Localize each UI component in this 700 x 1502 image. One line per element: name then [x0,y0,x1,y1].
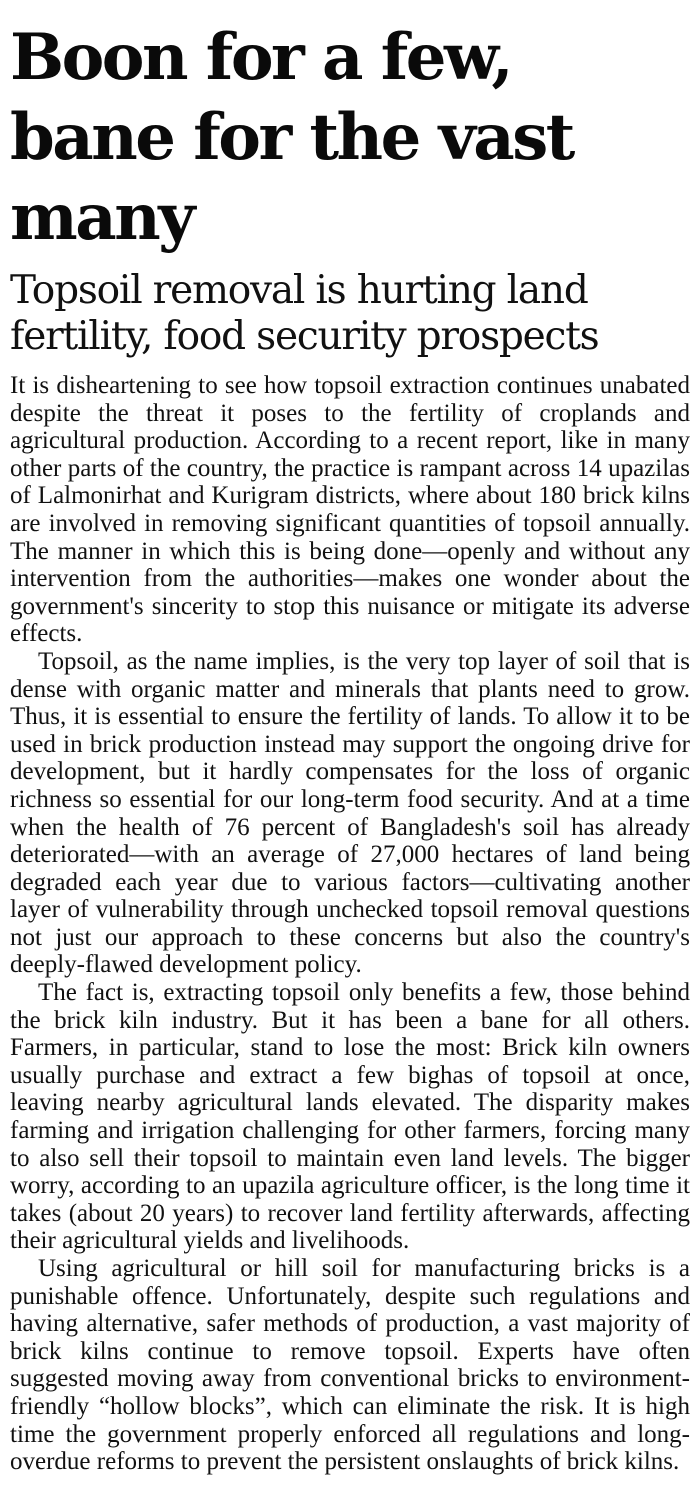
article-body [10,372,690,1476]
paragraph-3: The fact is, extracting topsoil only benefits a few, those behind the brick kiln industry. But it has been a bane for all others. Farmers, in particular, stand to lose the most: Brick kiln owners usually purchase and extract a few bighas of topsoil at once, leaving nearby agricultural lands elevated. The disparity makes farming and irrigation challenging for other farmers, forcing many to also sell their topsoil to maintain even land levels. The bigger worry, according to an upazila agriculture officer, is the long time it takes (about 20 years) to recover land fertility afterwards, affecting their agricultural yields and livelihoods. [10,979,690,1255]
editorial-article [10,18,690,1476]
headline: Boon for a few, bane for the vast many [10,20,573,255]
subheadline: Topsoil removal is hurting land fertility, food security prospects [10,268,599,359]
paragraph-4: Using agricultural or hill soil for manufacturing bricks is a punishable offence. Unfortunately, despite such regulations and having alternative, safer methods of production, a vast majority of brick kilns continue to remove topsoil. Experts have often suggested moving away from conventional bricks to environment-friendly “hollow blocks”, which can eliminate the risk. It is high time the government properly enforced all regulations and long-overdue reforms to prevent the persistent onslaughts of brick kilns. [10,1255,690,1476]
paragraph-2: Topsoil, as the name implies, is the very top layer of soil that is dense with organic matter and minerals that plants need to grow. Thus, it is essential to ensure the fertility of lands. To allow it to be used in brick production instead may support the ongoing drive for development, but it hardly compensates for the loss of organic richness so essential for our long-term food security. And at a time when the health of 76 percent of Bangladesh's soil has already deteriorated—with an average of 27,000 hectares of land being degraded each year due to various factors—cultivating another layer of vulnerability through unchecked topsoil removal questions not just our approach to these concerns but also the country's deeply-flawed development policy. [10,647,690,979]
paragraph-1: It is disheartening to see how topsoil extraction continues unabated despite the threat it poses to the fertility of croplands and agricultural production. According to a recent report, like in many other parts of the country, the practice is rampant across 14 upazilas of Lalmonirhat and Kurigram districts, where about 180 brick kilns are involved in removing significant quantities of topsoil annually. The manner in which this is being done—openly and without any intervention from the authorities—makes one wonder about the government's sincerity to stop this nuisance or mitigate its adverse effects. [10,372,690,648]
